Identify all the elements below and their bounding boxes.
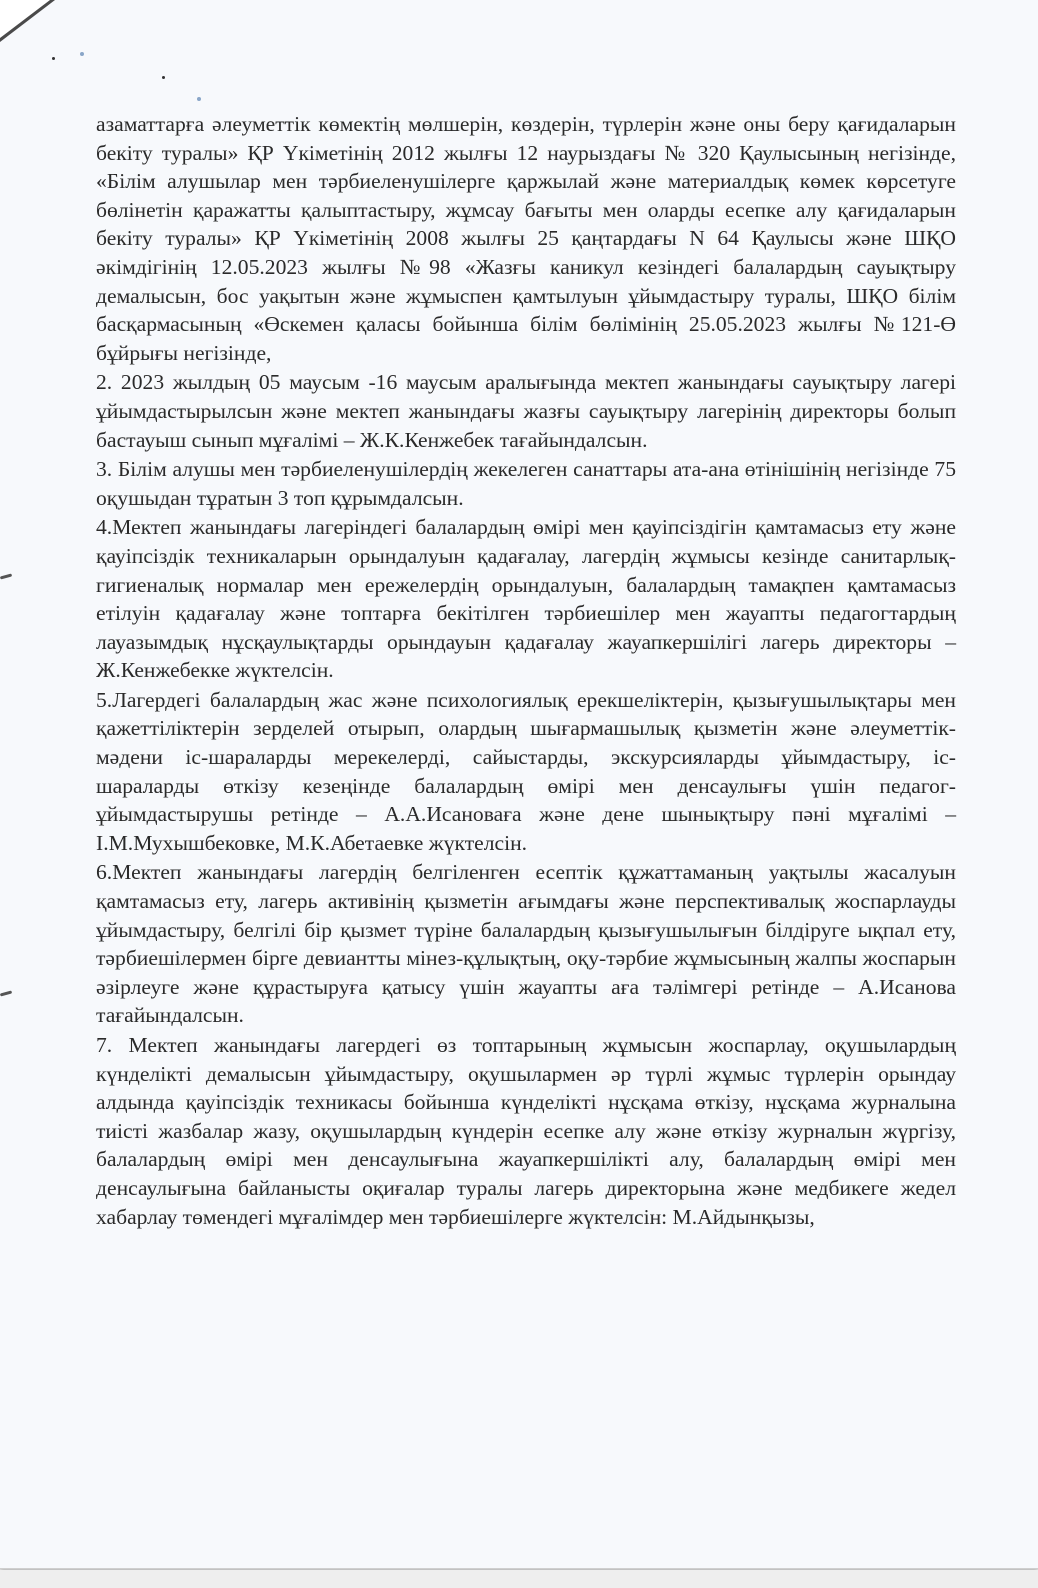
scan-speck xyxy=(52,57,55,60)
paragraph-item-3: 3. Білім алушы мен тәрбиеленушілердің жекелеген санаттары ата-ана өтінішінің негізінде 75 оқушыдан тұратын 3 топ құрымдалсын. xyxy=(96,457,956,510)
paragraph-item-6: 6.Мектеп жанындағы лагердің белгіленген есептік құжаттаманың уақтылы жасалуын қамтамасыз ету, лагерь активінің қызметін ағымдағы және перспективалық жоспарлауды ұйымдастыру, белгілі бір қызмет түріне балалардың қызығушылығын білдіруге ықпал ету, тәрбиешілермен бірге девиантты мінез-құлықтың, оқу-тәрбие жұмысының жалпы жоспарын әзірлеуге және құрастыруға қатысу үшін жауапты аға тәлімгері ретінде – А.Исанова тағайындалсын. xyxy=(96,860,956,1028)
document-body xyxy=(96,110,956,1231)
paragraph-item-7: 7. Мектеп жанындағы лагердегі өз топтарының жұмысын жоспарлау, оқушылардың күнделікті демалысын ұйымдастыру, оқушылармен әр түрлі жұмыс түрлерін орындау алдында қауіпсіздік техникасы бойынша күнделікті нұсқама өткізу, нұсқама журналына тиісті жазбалар жазу, оқушылардың күндерін есепке алу және өткізу журналын жүргізу, балалардың өмірі мен денсаулығына жауапкершілікті алу, балалардың өмірі мен денсаулығына байланысты оқиғалар туралы лагерь директорына және медбикеге жедел хабарлау төмендегі мұғалімдер мен тәрбиешілерге жүктелсін: М.Айдынқызы, xyxy=(96,1033,956,1229)
paragraph-item-4: 4.Мектеп жанындағы лагеріндегі балалардың өмірі мен қауіпсіздігін қамтамасыз ету және қауіпсіздік техникаларын орындалуын қадағалау, лагердің жұмысы кезінде санитарлық-гигиеналық нормалар мен ережелердің орындалуын, балалардың тамақпен қамтамасыз етілуін қадағалау және топтарға бекітілген тәрбиешілер мен жауапты педагогтардың лауазымдық нұсқаулықтарды орындауын қадағалау жауапкершілігі лагерь директоры – Ж.Кенжебекке жүктелсін. xyxy=(96,515,956,683)
scan-speck xyxy=(197,97,201,101)
paragraph-item-2: 2. 2023 жылдың 05 маусым -16 маусым аралығында мектеп жанындағы сауықтыру лагері ұйымдастырылсын және мектеп жанындағы жазғы сауықтыру лагерінің директоры болып бастауыш сынып мұғалімі – Ж.К.Кенжебек тағайындалсын. xyxy=(96,370,956,452)
background-strip xyxy=(0,1570,1038,1588)
scan-speck xyxy=(162,76,165,79)
edge-mark xyxy=(0,990,12,996)
folded-corner-highlight xyxy=(0,0,50,38)
scan-speck xyxy=(80,52,84,56)
edge-mark xyxy=(0,573,12,579)
paragraph-item-5: 5.Лагердегі балалардың жас және психологиялық ерекшеліктерін, қызығушылықтары мен қажеттіліктерін зерделей отырып, олардың шығармашылық қызметін және әлеуметтік-мәдени іс-шараларды мерекелерді, сайыстарды, экскурсияларды ұйымдастыру, іс-шараларды өткізу кезеңінде балалардың өмірі мен денсаулығы үшін педагог-ұйымдастырушы ретінде – А.А.Исановаға және дене шынықтыру пәні мұғалімі – І.М.Мухышбековке, М.К.Абетаевке жүктелсін. xyxy=(96,687,956,855)
paragraph-intro: азаматтарға әлеуметтік көмектің мөлшерін, көздерін, түрлерін және оны беру қағидаларын бекіту туралы» ҚР Үкіметінің 2012 жылғы 12 наурыздағы № 320 Қаулысының негізінде, «Білім алушылар мен тәрбиеленушілерге қаржылай және материалдық көмек көрсетуге бөлінетін қаражатты қалыптастыру, жұмсау бағыты мен оларды есепке алу қағидаларын бекіту туралы» ҚР Үкіметінің 2008 жылғы 25 қаңтардағы N 64 Қаулысы және ШҚО әкімдігінің 12.05.2023 жылғы №98 «Жазғы каникул кезіндегі балалардың сауықтыру демалысын, бос уақытын және жұмыспен қамтылуын ұйымдастыру туралы, ШҚО білім басқармасының «Өскемен қаласы бойынша білім бөлімінің 25.05.2023 жылғы №121-Ө бұйрығы негізінде, xyxy=(96,112,956,365)
